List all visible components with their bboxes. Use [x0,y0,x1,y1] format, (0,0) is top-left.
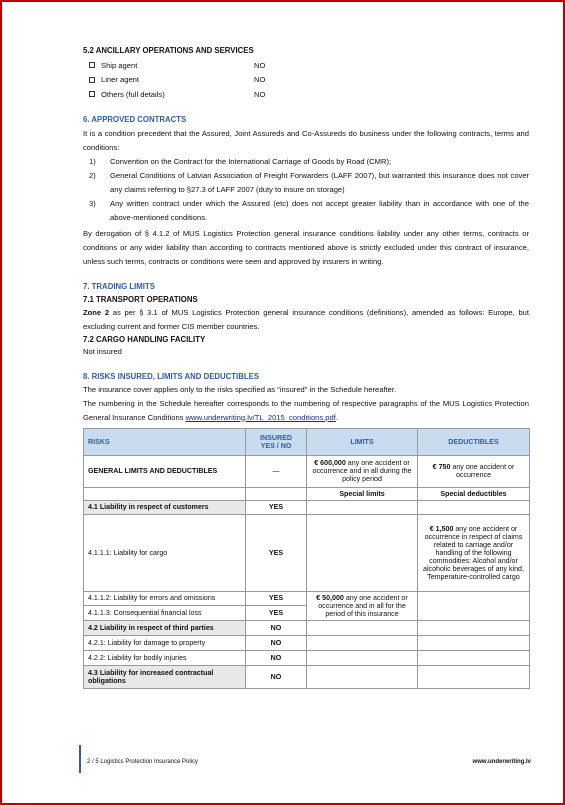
p2-text: The numbering in the Schedule hereafter corresponds to the numbering of respective paragraphs of the MUS Logistics Protection General Insurance Conditions [83,398,529,422]
ancillary-item [83,58,529,73]
special-deductibles-label: Special deductibles [418,487,530,500]
list-item [83,155,529,169]
row-4-1-1-2-label: 4.1.1.2: Liability for errors and omissions [84,591,246,605]
table-row [84,487,530,500]
cargo-deductible-amount: € 1,500 [429,524,454,533]
table-row [84,591,530,605]
row-4-2-2-label: 4.2.2: Liability for bodily injuries [84,650,246,665]
general-limit [307,455,418,487]
row-4-2-1-label: 4.2.1: Liability for damage to property [84,635,246,650]
table-row [84,620,530,635]
footer-bar [79,745,81,773]
ancillary-label: Liner agent [101,75,139,85]
document-page [83,46,529,689]
list-item [83,169,529,197]
empty-cell [307,620,418,635]
cargo-deductible-text: any one accident or occurrence in respect of claims related to carriage and/or handling of the following commodities: Alcohol and/or alcoholic beverages of any kind, Temperature-controlled cargo [423,524,524,581]
row-4-2-insured: NO [246,620,307,635]
merged-limit-text: any one accident or occurrence and in all for the period of this insurance [318,593,408,618]
section-7-2-text: Not insured [83,346,122,356]
table-row [84,650,530,665]
empty-cell [418,500,530,514]
list-number: 1) [89,156,96,166]
merged-limit-amount: € 50,000 [316,593,344,602]
row-4-1-1-1-label: 4.1.1.1: Liability for cargo [84,514,246,591]
empty-cell [307,650,418,665]
contracts-list [83,155,529,225]
section-8-p2 [83,397,529,425]
risks-table [83,428,530,689]
list-number: 3) [89,198,96,208]
row-4-1-insured: YES [246,500,307,514]
section-7-2-heading: 7.2 CARGO HANDLING FACILITY [83,334,206,344]
empty-cell [307,514,418,591]
section-6-heading: 6. APPROVED CONTRACTS [83,114,187,124]
general-deductible-text: any one accident or occurrence [450,463,515,479]
header-insured [246,428,307,455]
header-insured-line1: INSURED [260,433,292,442]
ancillary-label: Others (full details) [101,89,165,99]
table-row [84,455,530,487]
zone-paragraph [83,306,529,334]
empty-cell [246,487,307,500]
table-row [84,635,530,650]
row-4-3-label: 4.3 Liability for increased contractual obligations [84,665,246,688]
empty-cell [418,635,530,650]
table-row [84,514,530,591]
ancillary-item [83,73,529,88]
section-6-outro: By derogation of § 4.1.2 of MUS Logistics Protection general insurance conditions liability under any other terms, contracts or conditions or any wider liability than according to contracts mentioned above is strictly excluded under this contract of insurance, unless such terms, contracts or conditions were seen and approved by insurers in writing. [83,228,529,266]
section-8-heading: 8. RISKS INSURED, LIMITS AND DEDUCTIBLES [83,371,260,381]
section-5-2-heading: 5.2 ANCILLARY OPERATIONS AND SERVICES [83,46,254,55]
checkbox-icon [89,91,95,97]
section-8-p1: The insurance cover applies only to the risks specified as "insured" in the Schedule hereafter. [83,384,397,394]
list-text: Convention on the Contract for the International Carriage of Goods by Road (CMR); [110,156,392,166]
ancillary-value: NO [254,75,266,85]
section-7-1-heading: 7.1 TRANSPORT OPERATIONS [83,294,198,304]
row-4-1-label: 4.1 Liability in respect of customers [84,500,246,514]
ancillary-label: Ship agent [101,60,138,70]
empty-cell [307,635,418,650]
general-deductible [418,455,530,487]
ancillary-list [83,58,529,102]
empty-cell [307,665,418,688]
row-4-1-1-3-label: 4.1.1.3: Consequential financial loss [84,605,246,620]
conditions-link[interactable]: www.underwriting.lv/TL_2015_conditions.pdf [185,412,336,422]
row-4-1-1-3-insured: YES [246,605,307,620]
header-risks: RISKS [84,428,246,455]
list-text: General Conditions of Latvian Association of Freight Forwarders (LAFF 2007), but warranted this insurance does not cover any claims referring to §27.3 of LAFF 2007 (duty to insure on storage) [110,170,529,194]
row-4-1-1-2-insured: YES [246,591,307,605]
table-row [84,665,530,688]
empty-cell [418,620,530,635]
zone-text: as per § 3.1 of MUS Logistics Protection general insurance conditions (definitions), amended as follows: Europe, but excluding current and former CIS member countries. [83,307,529,331]
row-4-1-1-1-deductible [418,514,530,591]
ancillary-value: NO [254,89,266,99]
footer-website: www.underwriting.lv [472,759,531,765]
special-limits-label: Special limits [307,487,418,500]
header-limits: LIMITS [307,428,418,455]
list-item [83,197,529,225]
empty-cell [84,487,246,500]
footer-page-info: 2 / 5 Logistics Protection Insurance Policy [87,759,199,765]
header-insured-line2: YES / NO [260,441,292,450]
row-4-2-label: 4.2 Liability in respect of third parties [84,620,246,635]
empty-cell [418,591,530,620]
general-limit-amount: € 600,000 [314,459,346,467]
empty-cell [418,665,530,688]
row-4-2-1-insured: NO [246,635,307,650]
row-4-2-2-insured: NO [246,650,307,665]
header-deductibles: DEDUCTIBLES [418,428,530,455]
empty-cell [307,500,418,514]
p2-end: . [335,412,338,422]
ancillary-value: NO [254,60,266,70]
list-number: 2) [89,170,96,180]
merged-limit [307,591,418,620]
page-footer [79,745,531,775]
empty-cell [418,650,530,665]
general-limit-text: any one accident or occurrence and in all during the policy period [312,459,412,483]
ancillary-item [83,87,529,102]
table-row [84,500,530,514]
checkbox-icon [89,62,95,68]
row-4-3-insured: NO [246,665,307,688]
list-text: Any written contract under which the Assured (etc) does not accept greater liability than in accordance with one of the above-mentioned conditions. [110,198,529,222]
section-6-intro: It is a condition precedent that the Assured, Joint Assureds and Co-Assureds do business under the following contracts, terms and conditions: [83,128,529,152]
general-insured: — [246,455,307,487]
zone-label: Zone 2 [83,307,110,317]
checkbox-icon [89,77,95,83]
general-label: GENERAL LIMITS AND DEDUCTIBLES [84,455,246,487]
table-header-row [84,428,530,455]
section-7-heading: 7. TRADING LIMITS [83,281,155,291]
general-deductible-amount: € 750 [432,463,451,471]
row-4-1-1-1-insured: YES [246,514,307,591]
